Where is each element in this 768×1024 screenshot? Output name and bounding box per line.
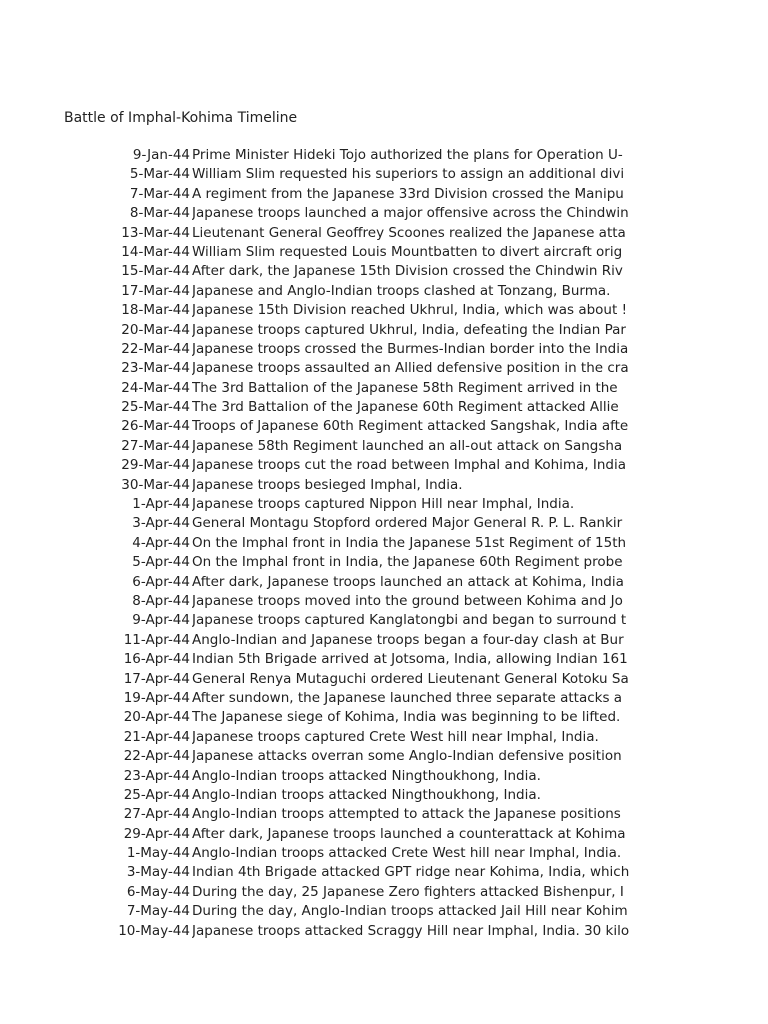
timeline-row bbox=[0, 786, 768, 805]
timeline-date: 20-Apr-44 bbox=[123, 709, 190, 726]
timeline-row bbox=[0, 863, 768, 882]
timeline-row bbox=[0, 573, 768, 592]
timeline-row bbox=[0, 689, 768, 708]
timeline-event: The 3rd Battalion of the Japanese 58th Regiment arrived in the bbox=[192, 379, 618, 396]
timeline-date: 25-Mar-44 bbox=[121, 399, 190, 416]
timeline-date: 21-Apr-44 bbox=[123, 728, 190, 745]
timeline-event: Japanese troops captured Crete West hill near Imphal, India. bbox=[192, 728, 599, 745]
timeline-event: A regiment from the Japanese 33rd Division crossed the Manipu bbox=[192, 185, 624, 202]
timeline-row bbox=[0, 611, 768, 630]
timeline-row bbox=[0, 437, 768, 456]
timeline-row bbox=[0, 767, 768, 786]
timeline-event: After dark, Japanese troops launched an attack at Kohima, India bbox=[192, 573, 624, 590]
timeline-row bbox=[0, 204, 768, 223]
timeline-date: 13-Mar-44 bbox=[121, 224, 190, 241]
timeline-row bbox=[0, 747, 768, 766]
timeline-row bbox=[0, 922, 768, 941]
timeline-date: 7-May-44 bbox=[126, 903, 190, 920]
timeline-event: During the day, 25 Japanese Zero fighters attacked Bishenpur, I bbox=[192, 883, 624, 900]
timeline-row bbox=[0, 883, 768, 902]
timeline-row bbox=[0, 282, 768, 301]
timeline-date: 17-Apr-44 bbox=[123, 670, 190, 687]
timeline-row bbox=[0, 495, 768, 514]
timeline-date: 10-May-44 bbox=[118, 922, 190, 939]
timeline-event: Japanese troops assaulted an Allied defensive position in the cra bbox=[192, 360, 629, 377]
timeline-row bbox=[0, 243, 768, 262]
timeline-event: Japanese troops captured Ukhrul, India, defeating the Indian Par bbox=[192, 321, 626, 338]
timeline-event: On the Imphal front in India, the Japanese 60th Regiment probe bbox=[192, 554, 623, 571]
timeline-event: Troops of Japanese 60th Regiment attacked Sangshak, India afte bbox=[192, 418, 629, 435]
timeline-date: 1-Apr-44 bbox=[132, 496, 190, 513]
timeline-row bbox=[0, 728, 768, 747]
timeline-date: 14-Mar-44 bbox=[121, 243, 190, 260]
timeline-date: 16-Apr-44 bbox=[123, 651, 190, 668]
timeline-event: Lieutenant General Geoffrey Scoones realized the Japanese atta bbox=[192, 224, 626, 241]
timeline-date: 23-Mar-44 bbox=[121, 360, 190, 377]
timeline-table bbox=[0, 146, 768, 941]
timeline-row bbox=[0, 825, 768, 844]
timeline-date: 27-Apr-44 bbox=[123, 806, 190, 823]
timeline-event: William Slim requested his superiors to assign an additional divi bbox=[192, 166, 625, 183]
timeline-date: 5-Apr-44 bbox=[132, 554, 190, 571]
timeline-event: Japanese troops captured Nippon Hill near Imphal, India. bbox=[192, 496, 575, 513]
timeline-row bbox=[0, 456, 768, 475]
timeline-date: 20-Mar-44 bbox=[121, 321, 190, 338]
timeline-date: 19-Apr-44 bbox=[123, 689, 190, 706]
timeline-event: Anglo-Indian and Japanese troops began a four-day clash at Bur bbox=[192, 631, 624, 648]
timeline-date: 3-May-44 bbox=[126, 864, 190, 881]
timeline-row bbox=[0, 379, 768, 398]
timeline-date: 18-Mar-44 bbox=[121, 302, 190, 319]
timeline-event: Anglo-Indian troops attempted to attack the Japanese positions bbox=[192, 806, 621, 823]
timeline-date: 6-May-44 bbox=[126, 883, 190, 900]
timeline-event: Japanese 15th Division reached Ukhrul, India, which was about ! bbox=[192, 302, 627, 319]
timeline-date: 17-Mar-44 bbox=[121, 282, 190, 299]
timeline-event: Anglo-Indian troops attacked Ningthoukhong, India. bbox=[192, 767, 541, 784]
timeline-event: Japanese troops crossed the Burmes-Indian border into the India bbox=[192, 340, 629, 357]
timeline-row bbox=[0, 650, 768, 669]
timeline-event: Japanese troops cut the road between Imphal and Kohima, India bbox=[192, 457, 627, 474]
timeline-event: Indian 4th Brigade attacked GPT ridge near Kohima, India, which bbox=[192, 864, 630, 881]
timeline-row bbox=[0, 514, 768, 533]
timeline-row bbox=[0, 534, 768, 553]
timeline-row bbox=[0, 146, 768, 165]
timeline-date: 8-Apr-44 bbox=[132, 592, 190, 609]
timeline-date: 22-Apr-44 bbox=[123, 748, 190, 765]
timeline-date: 7-Mar-44 bbox=[129, 185, 190, 202]
timeline-date: 15-Mar-44 bbox=[121, 263, 190, 280]
timeline-date: 1-May-44 bbox=[126, 845, 190, 862]
timeline-date: 26-Mar-44 bbox=[121, 418, 190, 435]
timeline-event: After sundown, the Japanese launched three separate attacks a bbox=[192, 689, 623, 706]
timeline-event: Japanese troops moved into the ground between Kohima and Jo bbox=[192, 592, 623, 609]
timeline-event: General Renya Mutaguchi ordered Lieutenant General Kotoku Sa bbox=[192, 670, 629, 687]
timeline-event: After dark, the Japanese 15th Division crossed the Chindwin Riv bbox=[192, 263, 623, 280]
timeline-date: 9-Apr-44 bbox=[132, 612, 190, 629]
timeline-event: Anglo-Indian troops attacked Crete West hill near Imphal, India. bbox=[192, 845, 622, 862]
timeline-date: 29-Mar-44 bbox=[121, 457, 190, 474]
timeline-date: 30-Mar-44 bbox=[121, 476, 190, 493]
timeline-event: William Slim requested Louis Mountbatten to divert aircraft orig bbox=[192, 243, 623, 260]
timeline-event: During the day, Anglo-Indian troops attacked Jail Hill near Kohim bbox=[192, 903, 628, 920]
timeline-row bbox=[0, 185, 768, 204]
timeline-row bbox=[0, 224, 768, 243]
timeline-row bbox=[0, 165, 768, 184]
timeline-event: On the Imphal front in India the Japanese 51st Regiment of 15th bbox=[192, 534, 627, 551]
timeline-date: 5-Mar-44 bbox=[129, 166, 190, 183]
timeline-event: Japanese troops launched a major offensive across the Chindwin bbox=[192, 205, 629, 222]
timeline-event: Japanese attacks overran some Anglo-Indian defensive position bbox=[192, 748, 622, 765]
timeline-row bbox=[0, 844, 768, 863]
timeline-row bbox=[0, 553, 768, 572]
timeline-event: Prime Minister Hideki Tojo authorized the plans for Operation U- bbox=[192, 147, 623, 163]
timeline-row bbox=[0, 476, 768, 495]
timeline-row bbox=[0, 417, 768, 436]
timeline-event: The 3rd Battalion of the Japanese 60th Regiment attacked Allie bbox=[192, 399, 619, 416]
timeline-row bbox=[0, 321, 768, 340]
timeline-date: 3-Apr-44 bbox=[132, 515, 190, 532]
timeline-event: Japanese and Anglo-Indian troops clashed at Tonzang, Burma. bbox=[192, 282, 611, 299]
timeline-event: Japanese troops attacked Scraggy Hill near Imphal, India. 30 kilo bbox=[192, 922, 630, 939]
timeline-event: Indian 5th Brigade arrived at Jotsoma, India, allowing Indian 161 bbox=[192, 651, 628, 668]
timeline-event: After dark, Japanese troops launched a counterattack at Kohima bbox=[192, 825, 626, 842]
timeline-date: 9-Jan-44 bbox=[132, 147, 190, 163]
timeline-row bbox=[0, 398, 768, 417]
timeline-row bbox=[0, 805, 768, 824]
document-title: Battle of Imphal-Kohima Timeline bbox=[64, 110, 298, 126]
timeline-date: 27-Mar-44 bbox=[121, 437, 190, 454]
timeline-row bbox=[0, 262, 768, 281]
timeline-row bbox=[0, 340, 768, 359]
timeline-date: 23-Apr-44 bbox=[123, 767, 190, 784]
timeline-row bbox=[0, 359, 768, 378]
timeline-date: 29-Apr-44 bbox=[123, 825, 190, 842]
timeline-date: 24-Mar-44 bbox=[121, 379, 190, 396]
timeline-date: 6-Apr-44 bbox=[132, 573, 190, 590]
timeline-date: 22-Mar-44 bbox=[121, 340, 190, 357]
timeline-row bbox=[0, 631, 768, 650]
timeline-event: Japanese 58th Regiment launched an all-out attack on Sangsha bbox=[192, 437, 623, 454]
timeline-row bbox=[0, 902, 768, 921]
timeline-row bbox=[0, 592, 768, 611]
timeline-row bbox=[0, 301, 768, 320]
timeline-event: The Japanese siege of Kohima, India was beginning to be lifted. bbox=[192, 709, 621, 726]
timeline-row bbox=[0, 670, 768, 689]
timeline-event: Japanese troops besieged Imphal, India. bbox=[192, 476, 463, 493]
timeline-event: General Montagu Stopford ordered Major General R. P. L. Rankir bbox=[192, 515, 623, 532]
timeline-date: 25-Apr-44 bbox=[123, 786, 190, 803]
timeline-date: 11-Apr-44 bbox=[123, 631, 190, 648]
timeline-date: 4-Apr-44 bbox=[132, 534, 190, 551]
timeline-event: Japanese troops captured Kanglatongbi and began to surround t bbox=[192, 612, 627, 629]
timeline-date: 8-Mar-44 bbox=[129, 205, 190, 222]
timeline-event: Anglo-Indian troops attacked Ningthoukhong, India. bbox=[192, 786, 541, 803]
timeline-row bbox=[0, 708, 768, 727]
